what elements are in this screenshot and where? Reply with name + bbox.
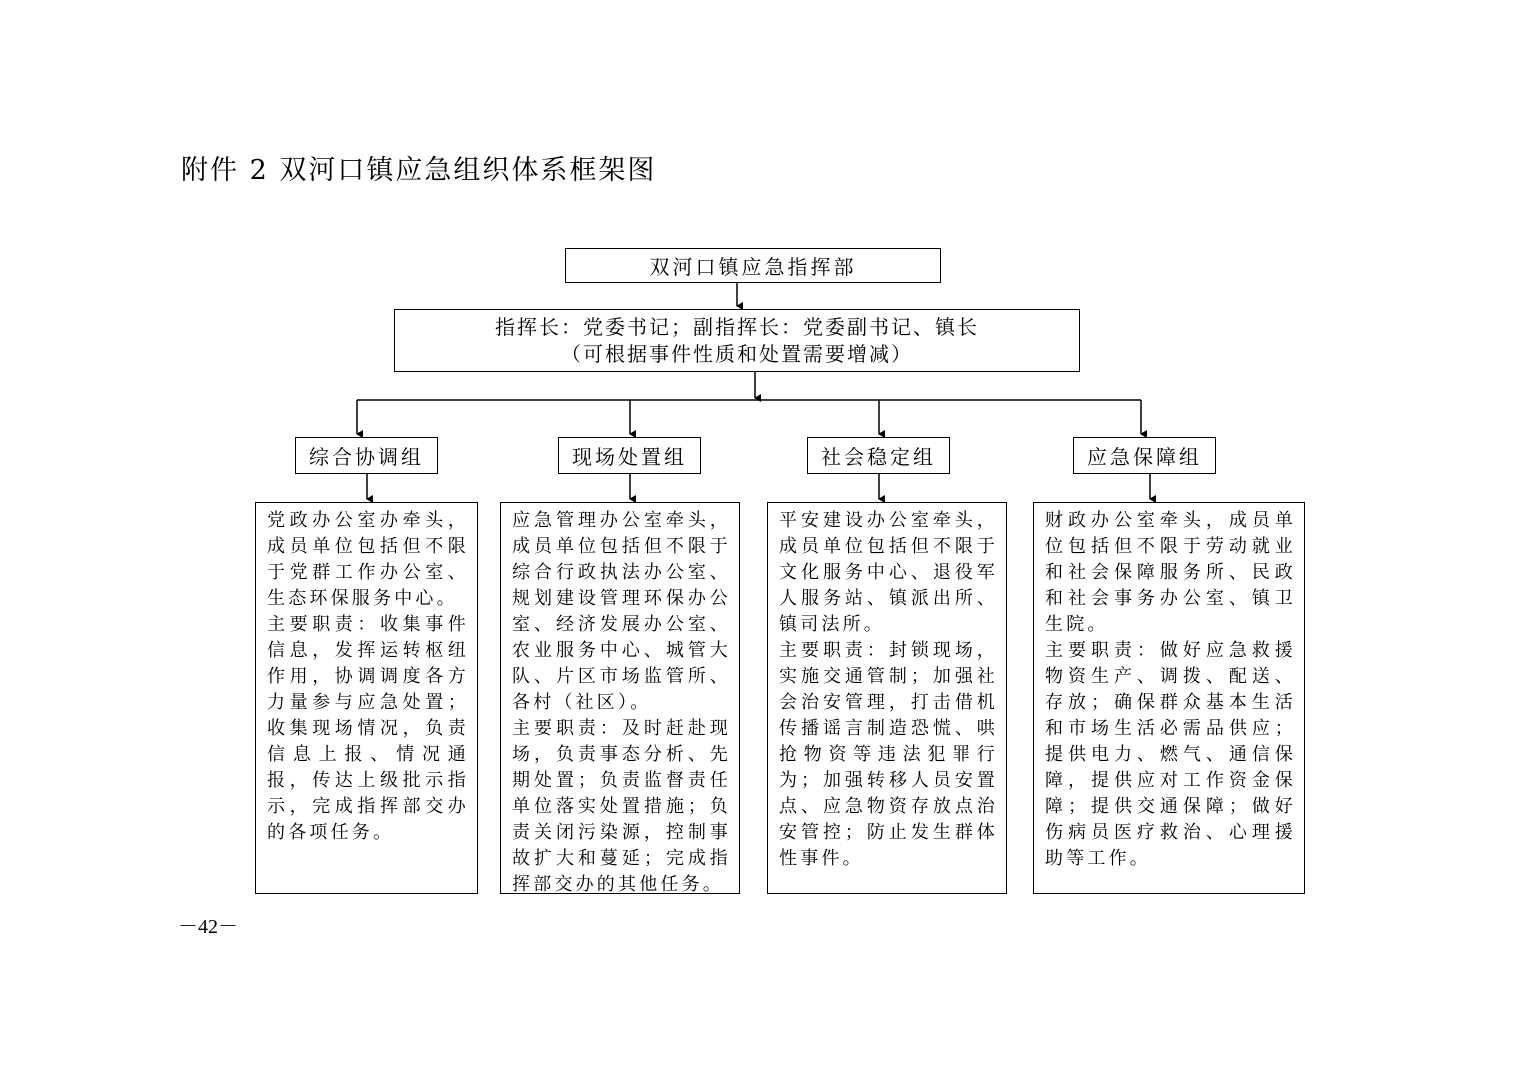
detail-duties: 主要职责：及时赶赴现场，负责事态分析、先期处置；负责监督责任单位落实处置措施；负责关闭污染源，控制事故扩大和蔓延；完成指挥部交办的其他任务。 <box>512 718 731 894</box>
detail-box-social-stability <box>767 502 1007 894</box>
group-emergency-support: 应急保障组 <box>1073 437 1216 474</box>
command-line-2: （可根据事件性质和处置需要增减） <box>561 341 913 366</box>
detail-box-emergency-support <box>1033 502 1305 894</box>
headquarters-box: 双河口镇应急指挥部 <box>565 248 941 283</box>
page-number: －42－ <box>178 916 238 938</box>
command-line-1: 指挥长：党委书记；副指挥长：党委副书记、镇长 <box>495 314 979 339</box>
group-onsite-disposal: 现场处置组 <box>558 437 701 474</box>
detail-lead: 平安建设办公室牵头，成员单位包括但不限于文化服务中心、退役军人服务站、镇派出所、镇司法所。 <box>779 510 998 635</box>
command-box <box>394 309 1080 372</box>
detail-lead: 党政办公室办牵头，成员单位包括但不限于党群工作办公室、生态环保服务中心。 <box>267 510 469 609</box>
detail-duties: 主要职责：收集事件信息，发挥运转枢纽作用，协调调度各方力量参与应急处置；收集现场情况，负责信息上报、情况通报，传达上级批示指示，完成指挥部交办的各项任务。 <box>267 614 469 843</box>
detail-duties: 主要职责：做好应急救援物资生产、调拨、配送、存放；确保群众基本生活和市场生活必需品供应；提供电力、燃气、通信保障，提供应对工作资金保障；提供交通保障；做好伤病员医疗救治、心理援助等工作。 <box>1045 640 1296 869</box>
detail-lead: 财政办公室牵头，成员单位包括但不限于劳动就业和社会保障服务所、民政和社会事务办公室、镇卫生院。 <box>1045 510 1296 635</box>
document-title: 附件 2 双河口镇应急组织体系框架图 <box>181 155 657 186</box>
detail-box-coordination <box>255 502 478 894</box>
detail-lead: 应急管理办公室牵头，成员单位包括但不限于综合行政执法办公室、规划建设管理环保办公室、经济发展办公室、农业服务中心、城管大队、片区市场监管所、各村（社区）。 <box>512 510 731 713</box>
detail-box-onsite-disposal <box>500 502 740 894</box>
group-social-stability: 社会稳定组 <box>807 437 950 474</box>
group-coordination: 综合协调组 <box>295 437 438 474</box>
detail-duties: 主要职责：封锁现场，实施交通管制；加强社会治安管理，打击借机传播谣言制造恐慌、哄抢物资等违法犯罪行为；加强转移人员安置点、应急物资存放点治安管控；防止发生群体性事件。 <box>779 640 998 869</box>
